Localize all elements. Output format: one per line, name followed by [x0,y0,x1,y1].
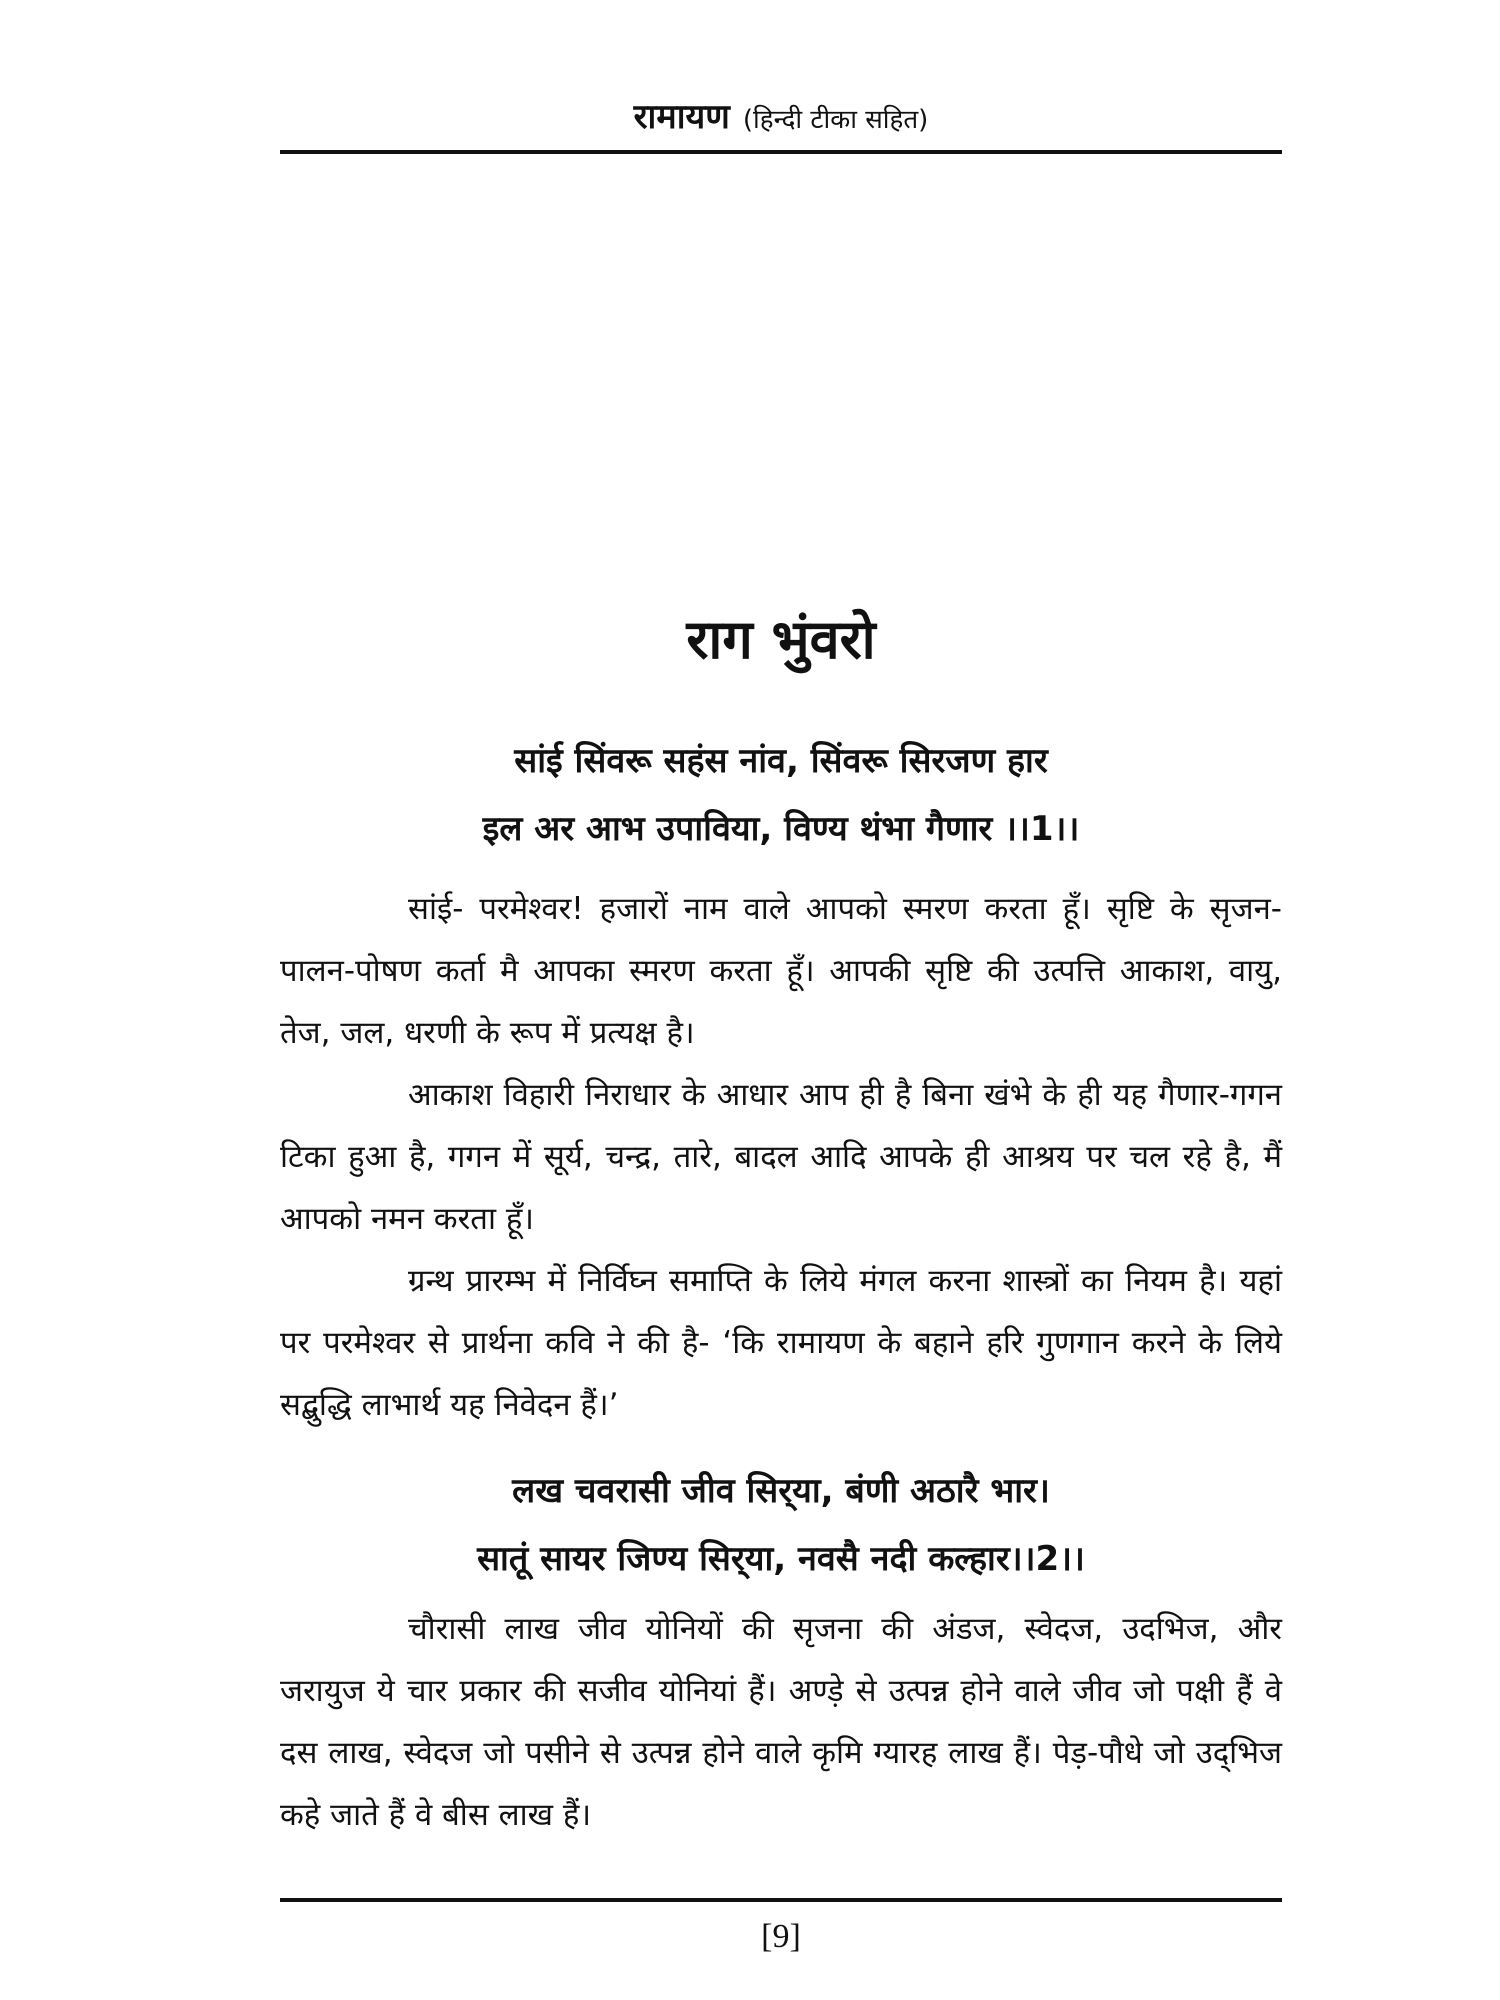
footer-rule [280,1898,1282,1902]
book-title: रामायण [633,97,730,137]
commentary-paragraph-1: सांई- परमेश्वर! हजारों नाम वाले आपको स्मरण करता हूँ। सृष्टि के सृजन-पालन-पोषण कर्ता मै आपका स्मरण करता हूँ। आपकी सृष्टि की उत्पत्ति आकाश, वायु, तेज, जल, धरणी के रूप में प्रत्यक्ष है। [280,891,1282,1051]
verse-1-line-1: सांई सिंवरू सहंस नांव, सिंवरू सिरजण हार [514,741,1048,781]
section-title: राग भुंवरो [686,608,876,671]
verse-1-line-2: इल अर आभ उपाविया, विण्य थंभा गैणार ।।1।। [482,809,1080,849]
verse-2 [280,1457,1282,1593]
book-subtitle: (हिन्दी टीका सहित) [742,105,929,135]
header-rule [280,150,1282,154]
page-number: [9] [761,1918,801,1955]
commentary-paragraph-3: ग्रन्थ प्रारम्भ में निर्विघ्न समाप्ति के लिये मंगल करना शास्त्रों का नियम है। यहां पर परमेश्वर से प्रार्थना कवि ने की है- ‘कि रामायण के बहाने हरि गुणगान करने के लिये सद्बुद्धि लाभार्थ यह निवेदन हैं।’ [280,1263,1282,1423]
commentary-paragraph-2: आकाश विहारी निराधार के आधार आप ही है बिना खंभे के ही यह गैणार-गगन टिका हुआ है, गगन में सूर्य, चन्द्र, तारे, बादल आदि आपके ही आश्रय पर चल रहे है, मैं आपको नमन करता हूँ। [280,1077,1282,1237]
running-header [280,92,1282,144]
verse-1 [280,727,1282,863]
verse-2-line-2: सातूं सायर जिण्य सिर्‌या, नवसै नदी कल्हार।।2।। [477,1539,1085,1579]
verse-2-line-1: लख चवरासी जीव सिर्‌या, बंणी अठारै भार। [512,1471,1050,1511]
commentary-paragraph-4: चौरासी लाख जीव योनियों की सृजना की अंडज, स्वेदज, उदभिज, और जरायुज ये चार प्रकार की सजीव योनियां हैं। अण्ड़े से उत्पन्न होने वाले जीव जो पक्षी हैं वे दस लाख, स्वेदज जो पसीने से उत्पन्न होने वाले कृमि ग्यारह लाख हैं। पेड़-पौधे जो उद्‌भिज कहे जाते हैं वे बीस लाख हैं। [280,1611,1282,1833]
